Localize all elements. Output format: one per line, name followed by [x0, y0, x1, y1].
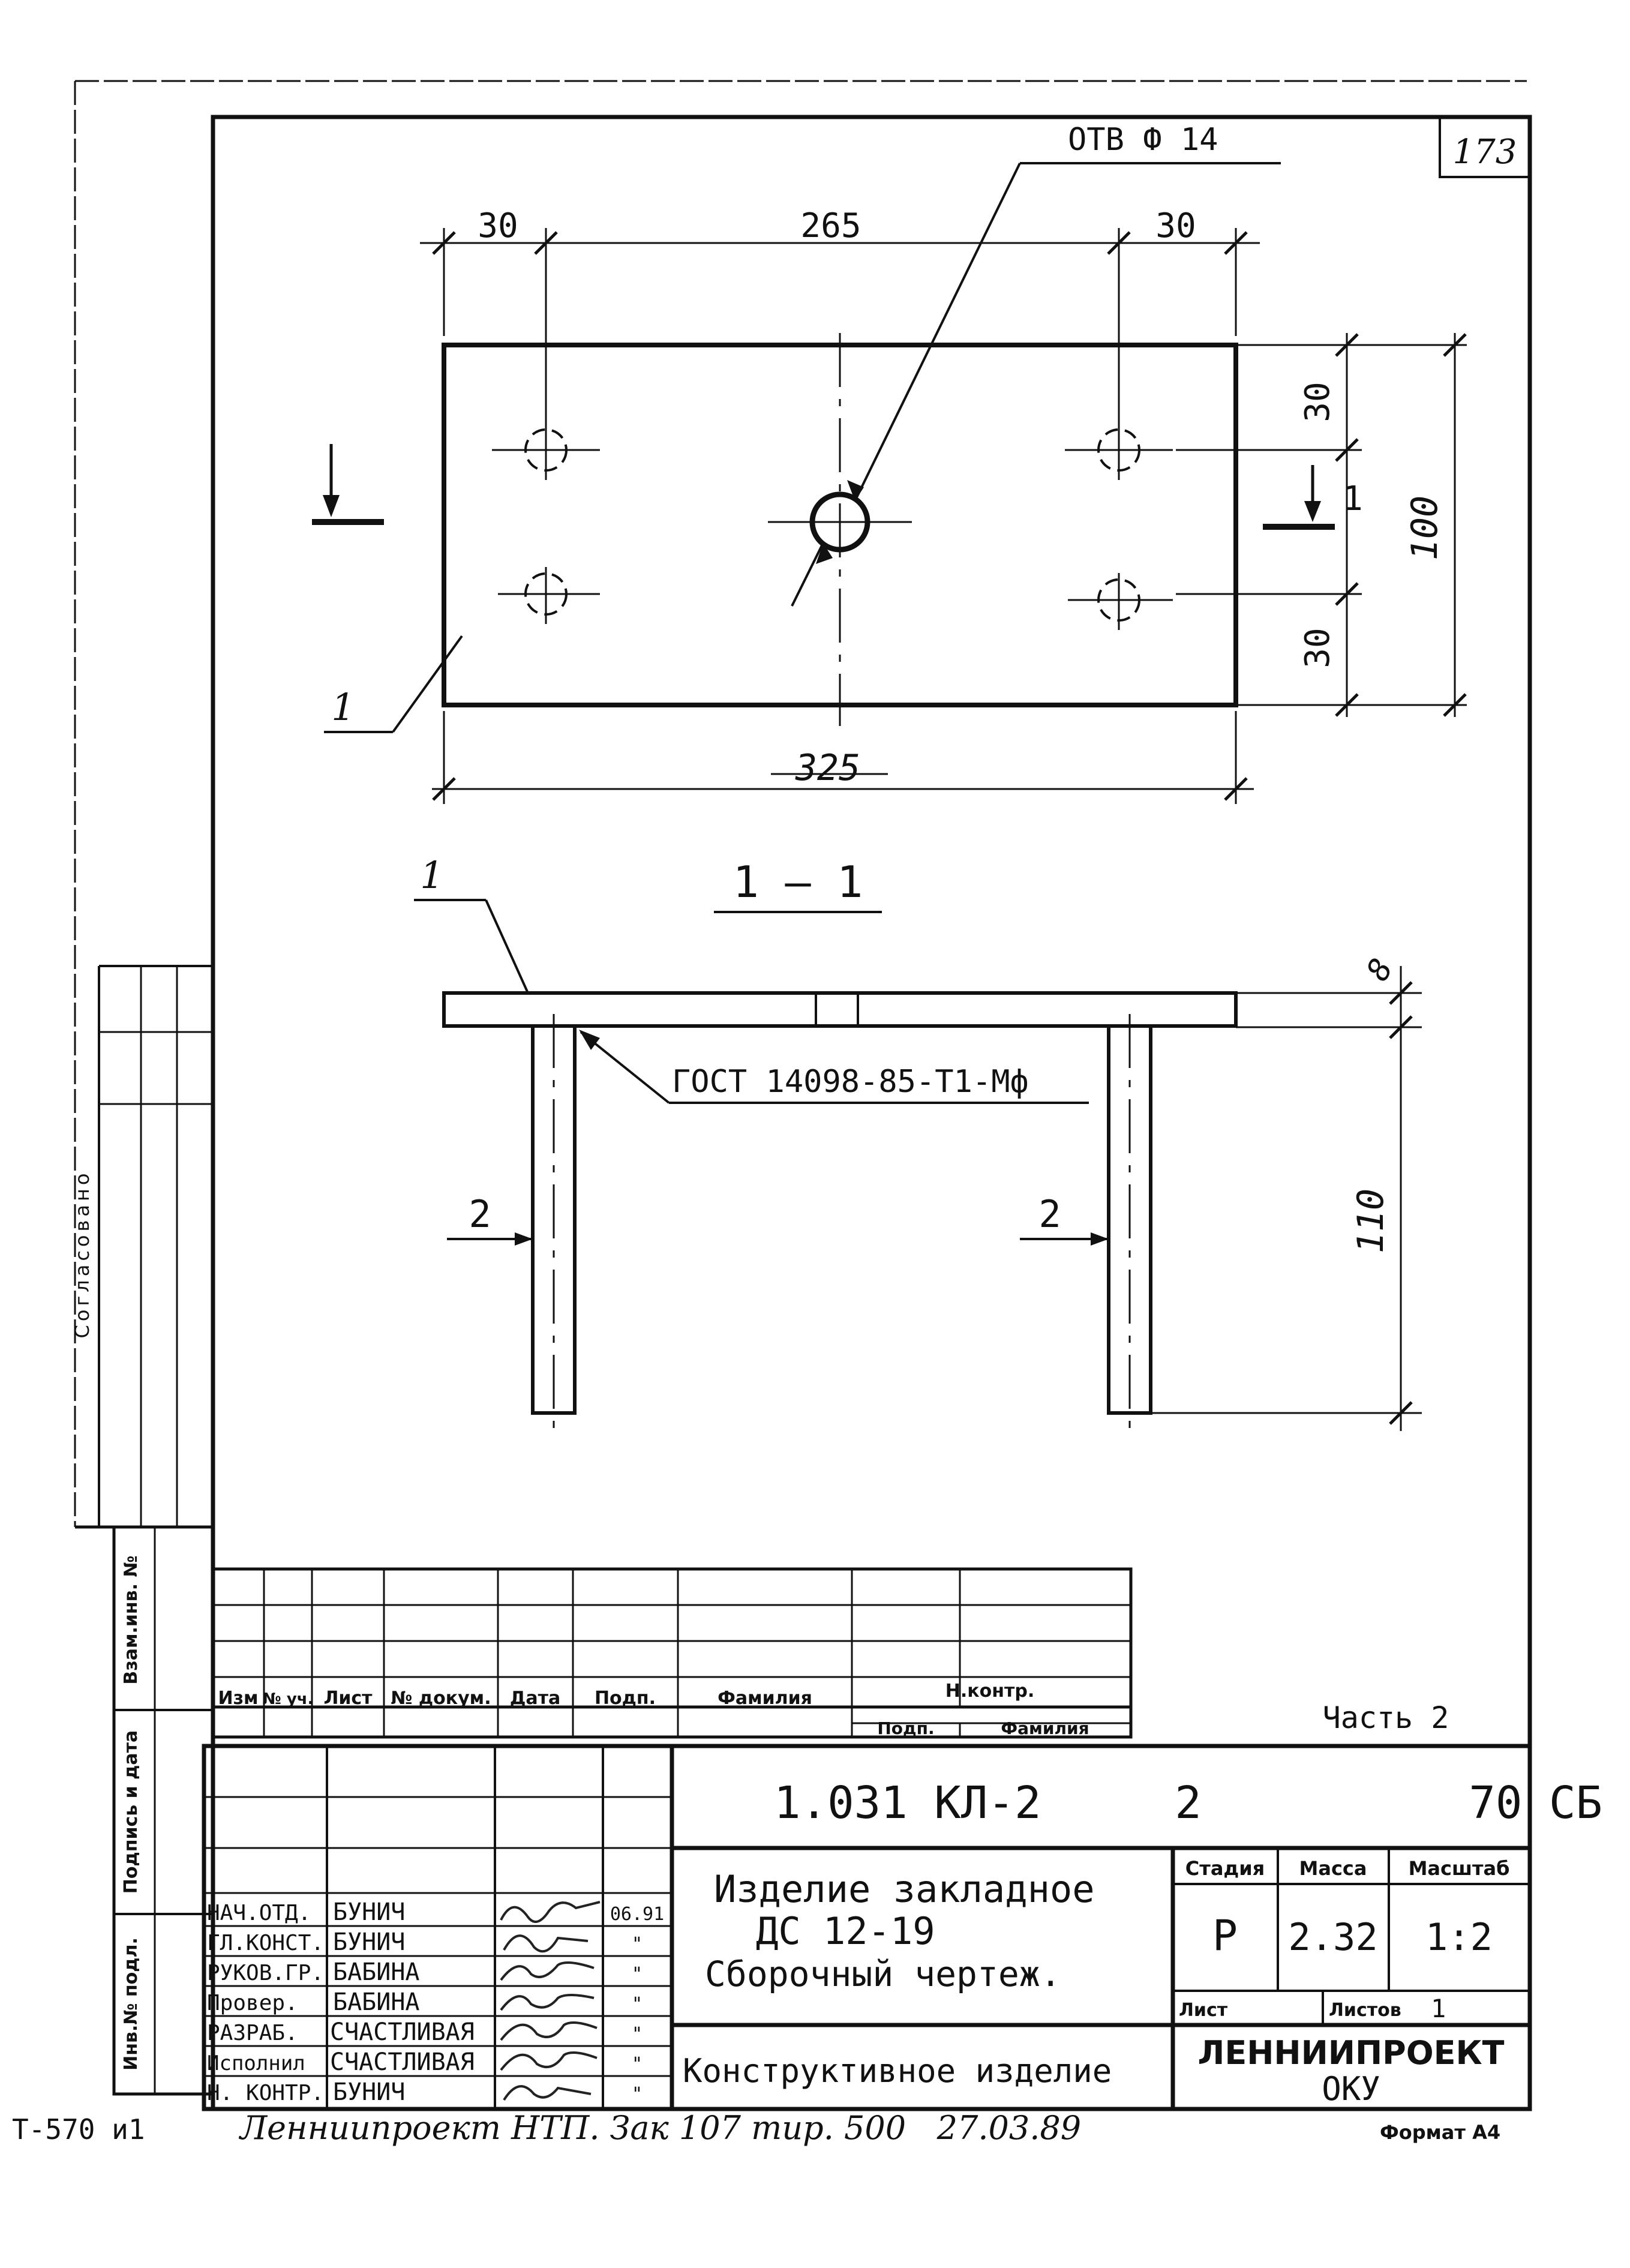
- scale-value: 1:2: [1425, 1915, 1493, 1959]
- revision-table: [213, 1569, 1131, 1737]
- print-note: Ленниипроект НТП. Зак 107 тир. 500 27.03.89: [240, 2109, 1082, 2147]
- section-view: [414, 853, 1422, 1431]
- plate-callout: 1: [420, 853, 444, 897]
- document-designation: 1.031 КЛ-2 2 70 СБ: [774, 1777, 1603, 1829]
- sheets-label: Листов: [1329, 2000, 1401, 2021]
- person-role: ГЛ.КОНСТ.: [207, 1931, 325, 1955]
- rev-header-doc: № докум.: [391, 1688, 491, 1709]
- inv-replace-label: Взам.инв. №: [121, 1555, 142, 1685]
- person-date: ": [631, 2084, 643, 2105]
- personnel-rows: [207, 1898, 664, 2106]
- sheet-label: Лист: [1179, 2000, 1228, 2021]
- sign-date-label: Подпись и дата: [121, 1730, 142, 1894]
- hole-callout-leader: [792, 163, 1281, 606]
- dim-overall-width: 100: [1404, 495, 1446, 561]
- stage-value: Р: [1212, 1911, 1238, 1960]
- dim-right-offset: 30: [1155, 206, 1196, 245]
- plate-thickness: 8: [1359, 952, 1401, 988]
- rev-header-item: № уч.: [262, 1690, 314, 1708]
- rev-header-name: Фамилия: [718, 1688, 812, 1709]
- person-name: БУНИЧ: [333, 1928, 406, 1956]
- inv-orig-label: Инв.№ подл.: [121, 1937, 142, 2071]
- norm-control-name: Фамилия: [1001, 1718, 1089, 1738]
- product-name-line-2: ДС 12-19: [756, 1909, 935, 1953]
- embedded-plate-section: [444, 993, 1236, 1026]
- mass-header: Масса: [1299, 1857, 1367, 1880]
- section-marks: [312, 444, 1335, 527]
- plan-view: [312, 122, 1467, 804]
- person-name: СЧАСТЛИВАЯ: [330, 2048, 475, 2076]
- person-date: ": [631, 2054, 643, 2075]
- person-date: ": [631, 1934, 643, 1955]
- person-name: БАБИНА: [333, 1958, 420, 1986]
- person-date: ": [631, 2024, 643, 2045]
- dim-bottom-offset: 30: [1298, 628, 1337, 668]
- stud-callout-left: 2: [469, 1192, 491, 1236]
- department: ОКУ: [1322, 2070, 1380, 2108]
- product-name-line-3: Сборочный чертеж.: [705, 1954, 1061, 1994]
- person-date: 06.91: [610, 1904, 665, 1925]
- person-name: БУНИЧ: [333, 1898, 406, 1926]
- mass-value: 2.32: [1288, 1915, 1378, 1959]
- person-role: Провер.: [207, 1991, 298, 2015]
- rev-header-change: Изм: [218, 1688, 259, 1709]
- product-name-line-1: Изделие закладное: [714, 1867, 1095, 1911]
- person-role: Н. КОНТР.: [207, 2081, 325, 2105]
- form-code: Т-570 и1: [12, 2113, 145, 2146]
- person-role: РУКОВ.ГР.: [207, 1961, 325, 1985]
- format-label: Формат А4: [1380, 2121, 1501, 2144]
- scale-header: Масштаб: [1408, 1857, 1510, 1880]
- part-label: Часть 2: [1322, 1700, 1449, 1735]
- dim-left-offset: 30: [478, 206, 518, 245]
- person-date: ": [631, 1994, 643, 2015]
- product-type: Конструктивное изделие: [683, 2052, 1112, 2090]
- agreed-label: Согласовано: [71, 1169, 94, 1339]
- person-name: СЧАСТЛИВАЯ: [330, 2018, 475, 2046]
- section-mark-right: 1: [1343, 479, 1363, 518]
- sheet-number: 173: [1452, 133, 1517, 172]
- rev-header-sign: Подп.: [594, 1688, 656, 1709]
- stud-length: 110: [1350, 1188, 1392, 1254]
- section-title: 1 — 1: [733, 857, 863, 907]
- stud-positions: [492, 423, 1173, 630]
- weld-standard: ГОСТ 14098-85-Т1-Мф: [672, 1064, 1029, 1100]
- approval-column: [75, 966, 213, 2094]
- norm-control-sign: Подп.: [877, 1718, 935, 1738]
- stud-callout-right: 2: [1038, 1192, 1061, 1236]
- person-role: НАЧ.ОТД.: [207, 1901, 311, 1925]
- stage-header: Стадия: [1185, 1857, 1265, 1880]
- hole-callout: ОТВ Ф 14: [1068, 122, 1218, 158]
- sheets-value: 1: [1431, 1994, 1446, 2023]
- person-role: РАЗРАБ.: [207, 2021, 298, 2045]
- dim-center-spacing: 265: [800, 206, 861, 245]
- part-callout: 1: [331, 685, 355, 729]
- person-role: Исполнил: [207, 2051, 305, 2075]
- person-date: ": [631, 1964, 643, 1985]
- norm-control-title: Н.контр.: [945, 1681, 1035, 1702]
- rev-header-sheet: Лист: [323, 1688, 373, 1709]
- dim-top-offset: 30: [1298, 382, 1337, 422]
- person-name: БУНИЧ: [333, 2078, 406, 2106]
- rev-header-date: Дата: [509, 1688, 561, 1709]
- dim-overall-length: 325: [795, 747, 861, 789]
- person-name: БАБИНА: [333, 1988, 420, 2016]
- organization: ЛЕННИИПРОЕКТ: [1197, 2034, 1505, 2072]
- signature-scribbles: [501, 1902, 600, 2100]
